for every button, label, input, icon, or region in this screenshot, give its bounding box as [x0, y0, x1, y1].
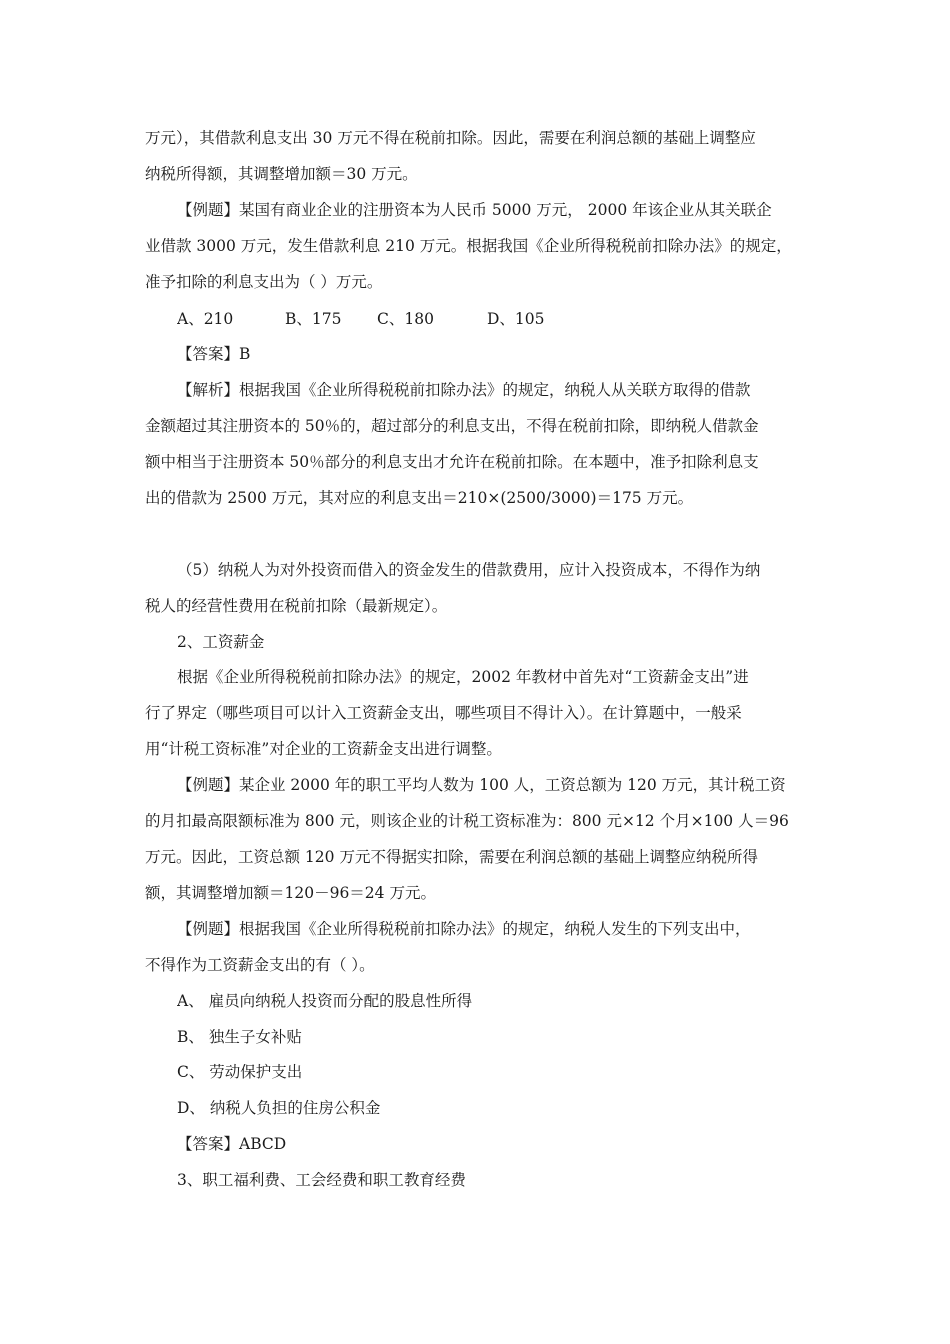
- option-c: C、180: [377, 310, 434, 328]
- answer-options: [177, 309, 837, 329]
- text-line: 额，其调整增加额＝120－96＝24 万元。: [145, 884, 436, 902]
- text-line: 出的借款为 2500 万元，其对应的利息支出＝210×(2500/3000)＝175 万元。: [145, 489, 694, 507]
- option-a: A、210: [177, 310, 234, 328]
- option-line: A、 雇员向纳税人投资而分配的股息性所得: [177, 992, 473, 1010]
- option-line: C、 劳动保护支出: [177, 1063, 303, 1081]
- text-line: 的月扣最高限额标准为 800 元，则该企业的计税工资标准为：800 元×12 个月×100 人＝96: [145, 812, 789, 830]
- text-line: 用“计税工资标准”对企业的工资薪金支出进行调整。: [145, 740, 502, 758]
- text-line: 税人的经营性费用在税前扣除（最新规定）。: [145, 597, 448, 615]
- section-heading: 3、职工福利费、工会经费和职工教育经费: [177, 1171, 466, 1189]
- text-line: 万元。因此，工资总额 120 万元不得据实扣除，需要在利润总额的基础上调整应纳税所得: [145, 848, 758, 866]
- answer-line: 【答案】ABCD: [177, 1135, 287, 1153]
- option-b: B、175: [285, 310, 342, 328]
- text-line: （5）纳税人为对外投资而借入的资金发生的借款费用，应计入投资成本，不得作为纳: [177, 561, 761, 579]
- option-line: B、 独生子女补贴: [177, 1028, 302, 1046]
- example-line: 【例题】某国有商业企业的注册资本为人民币 5000 万元， 2000 年该企业从其关联企: [177, 201, 772, 219]
- analysis-line: 【解析】根据我国《企业所得税税前扣除办法》的规定，纳税人从关联方取得的借款: [177, 381, 751, 399]
- text-line: 行了界定（哪些项目可以计入工资薪金支出，哪些项目不得计入）。在计算题中，一般采: [145, 704, 742, 722]
- text-line: 根据《企业所得税税前扣除办法》的规定，2002 年教材中首先对“工资薪金支出”进: [177, 668, 749, 686]
- text-line: 金额超过其注册资本的 50％的，超过部分的利息支出，不得在税前扣除，即纳税人借款金: [145, 417, 759, 435]
- option-line: D、 纳税人负担的住房公积金: [177, 1099, 381, 1117]
- answer-line: 【答案】B: [177, 345, 251, 363]
- section-heading: 2、工资薪金: [177, 633, 265, 651]
- example-line: 【例题】根据我国《企业所得税税前扣除办法》的规定，纳税人发生的下列支出中，: [177, 920, 751, 938]
- option-d: D、105: [487, 310, 545, 328]
- text-line: 准予扣除的利息支出为（ ）万元。: [145, 273, 383, 291]
- text-line: 万元），其借款利息支出 30 万元不得在税前扣除。因此，需要在利润总额的基础上调整应: [145, 129, 756, 147]
- text-line: 业借款 3000 万元，发生借款利息 210 万元。根据我国《企业所得税税前扣除办法》的规定，: [145, 237, 792, 255]
- example-line: 【例题】某企业 2000 年的职工平均人数为 100 人，工资总额为 120 万元，其计税工资: [177, 776, 786, 794]
- text-line: 不得作为工资薪金支出的有（ ）。: [145, 956, 375, 974]
- text-line: 额中相当于注册资本 50％部分的利息支出才允许在税前扣除。在本题中，准予扣除利息支: [145, 453, 759, 471]
- text-line: 纳税所得额，其调整增加额＝30 万元。: [145, 165, 418, 183]
